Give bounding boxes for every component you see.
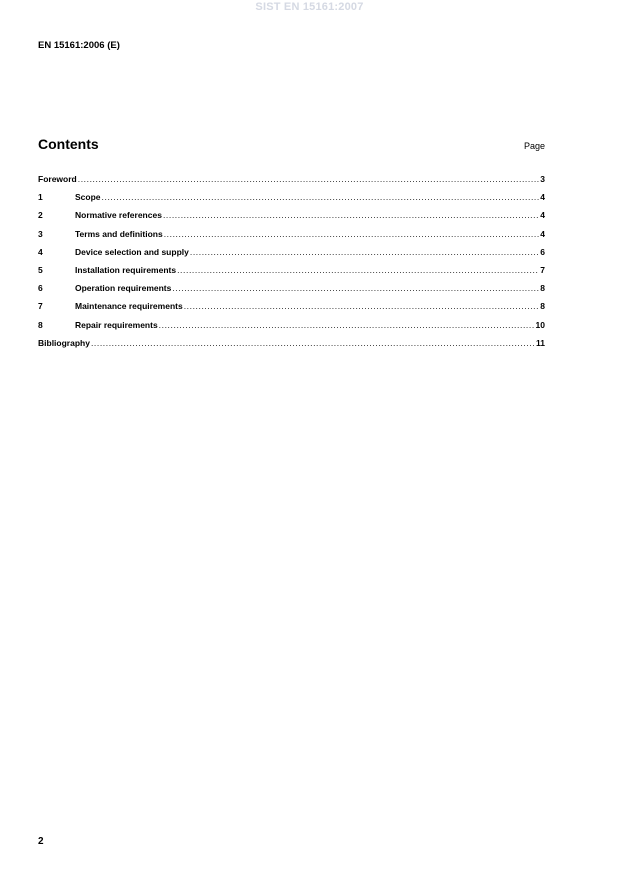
toc-entry-number: 3 <box>38 228 43 239</box>
toc-entry-number: 4 <box>38 246 43 257</box>
toc-entry-number: 7 <box>38 301 43 312</box>
toc-entry-number: 8 <box>38 319 43 330</box>
watermark: SIST EN 15161:2007 <box>255 1 364 13</box>
toc-entry-terms-and-definitions[interactable] <box>38 229 545 247</box>
toc-entry-title: Installation requirements <box>75 264 177 275</box>
toc-entry-page: 8 <box>540 301 545 312</box>
toc-entry-title: Repair requirements <box>75 319 158 330</box>
toc-entry-page: 4 <box>540 192 545 203</box>
toc-entry-page: 3 <box>540 174 545 184</box>
page-number: 2 <box>38 836 44 847</box>
toc-entry-title: Device selection and supply <box>75 246 189 257</box>
dot-leader <box>91 338 535 348</box>
toc-entry-title: Bibliography <box>38 337 90 348</box>
toc-entry-page: 8 <box>540 283 545 294</box>
document-identifier: EN 15161:2006 (E) <box>38 40 120 51</box>
toc-entry-title: Maintenance requirements <box>75 301 183 312</box>
toc-entry-operation-requirements[interactable] <box>38 283 545 301</box>
toc-entry-page: 11 <box>536 337 545 348</box>
toc-entry-maintenance-requirements[interactable] <box>38 301 545 319</box>
toc-entry-page: 6 <box>540 246 545 257</box>
dot-leader <box>102 192 540 202</box>
toc-entry-page: 4 <box>540 210 545 221</box>
toc-entry-normative-references[interactable] <box>38 210 545 228</box>
dot-leader <box>177 265 539 275</box>
toc-entry-title: Scope <box>75 192 101 203</box>
toc-entry-page: 7 <box>540 264 545 275</box>
toc-entry-bibliography[interactable] <box>38 338 545 356</box>
toc-entry-title: Terms and definitions <box>75 228 163 239</box>
dot-leader <box>159 320 535 330</box>
dot-leader <box>184 301 540 311</box>
table-of-contents <box>38 174 545 356</box>
contents-title: Contents <box>38 136 99 152</box>
toc-entry-number: 6 <box>38 283 43 294</box>
toc-entry-scope[interactable] <box>38 192 545 210</box>
toc-entry-installation-requirements[interactable] <box>38 265 545 283</box>
toc-entry-number: 2 <box>38 210 43 221</box>
toc-entry-repair-requirements[interactable] <box>38 320 545 338</box>
toc-entry-device-selection[interactable] <box>38 247 545 265</box>
toc-entry-page: 4 <box>540 228 545 239</box>
toc-entry-page: 10 <box>535 319 545 330</box>
dot-leader <box>164 229 540 239</box>
toc-entry-foreword[interactable] <box>38 174 545 192</box>
toc-entry-title: Operation requirements <box>75 283 172 294</box>
toc-entry-title: Foreword <box>38 174 77 184</box>
dot-leader <box>172 283 539 293</box>
page-column-label: Page <box>523 141 545 151</box>
toc-entry-number: 5 <box>38 264 43 275</box>
toc-entry-title: Normative references <box>75 210 162 221</box>
dot-leader <box>78 174 540 184</box>
toc-entry-number: 1 <box>38 192 43 203</box>
dot-leader <box>163 210 539 220</box>
dot-leader <box>190 247 539 257</box>
